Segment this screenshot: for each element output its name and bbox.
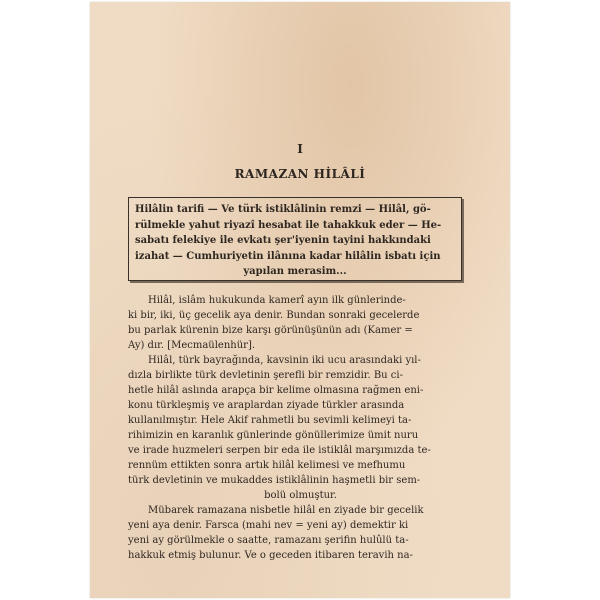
body-line: Hilâl, islâm hukukunda kamerî ayın ilk günlerinde- [148,295,406,306]
body-line: hetle hilâl aslında arapça bir kelime olmasına rağmen eni- [128,385,424,396]
body-text [128,293,473,563]
body-line: ki bir, iki, üç gecelik aya denir. Bundan sonraki gecelerde [128,310,420,321]
body-line: yeni aya denir. Farsca (mahi nev = yeni ay) demektir ki [128,520,409,531]
chapter-summary-box [128,197,462,281]
chapter-number: I [297,142,303,156]
body-line: yeni ay görülmekle o saatte, ramazanı şerifin hulûlü ta- [128,535,409,546]
body-line: rennüm ettikten sonra artık hilâl kelimesi ve mefhumu [128,460,406,471]
body-line: kullanılmıştır. Hele Akif rahmetli bu sevimli kelimeyi ta- [128,415,412,426]
summary-line: izahat — Cumhuriyetin ilânına kadar hilâlin isbatı için [135,250,441,262]
body-line: rihimizin en karanlık günlerinde gönüllerimize ümit nuru [128,430,419,441]
summary-line: rülmekle yahut riyazî hesabat ile tahakkuk eder — He- [135,219,442,231]
body-line: türk devletinin ve mukaddes istiklâlinin haşmetli bir sem- [128,475,421,486]
body-line: Mübarek ramazana nisbetle hilâl en ziyade bir gecelik [148,505,424,516]
summary-line: sabatı felekiye ile evkatı şer'iyenin tayini hakkındaki [135,235,431,246]
book-page [90,2,510,598]
summary-line: yapılan merasim... [243,266,347,277]
body-line: bu parlak kürenin bize karşı görünüşünün adı (Kamer = [128,325,413,336]
body-line: Hilâl, türk bayrağında, kavsinin iki ucu arasındaki yıl- [148,355,421,366]
body-line: hakkuk etmiş bulunur. Ve o geceden itibaren teravih na- [128,550,413,561]
chapter-title: RAMAZAN HİLÂLİ [234,167,366,181]
summary-line: Hilâlin tarifi — Ve türk istiklâlinin remzi — Hilâl, gö- [135,204,431,215]
body-line: Ay) dır. [Mecmaülenhür]. [128,340,256,351]
body-line: konu türkleşmiş ve araplardan ziyade türkler arasında [128,400,405,411]
body-line: bolü olmuştur. [264,490,337,501]
body-line: dızla birlikte türk devletinin şerefli bir remzidir. Bu ci- [128,370,403,381]
body-line: ve irade huzmeleri serpen bir eda ile istiklâl marşımızda te- [128,445,431,456]
